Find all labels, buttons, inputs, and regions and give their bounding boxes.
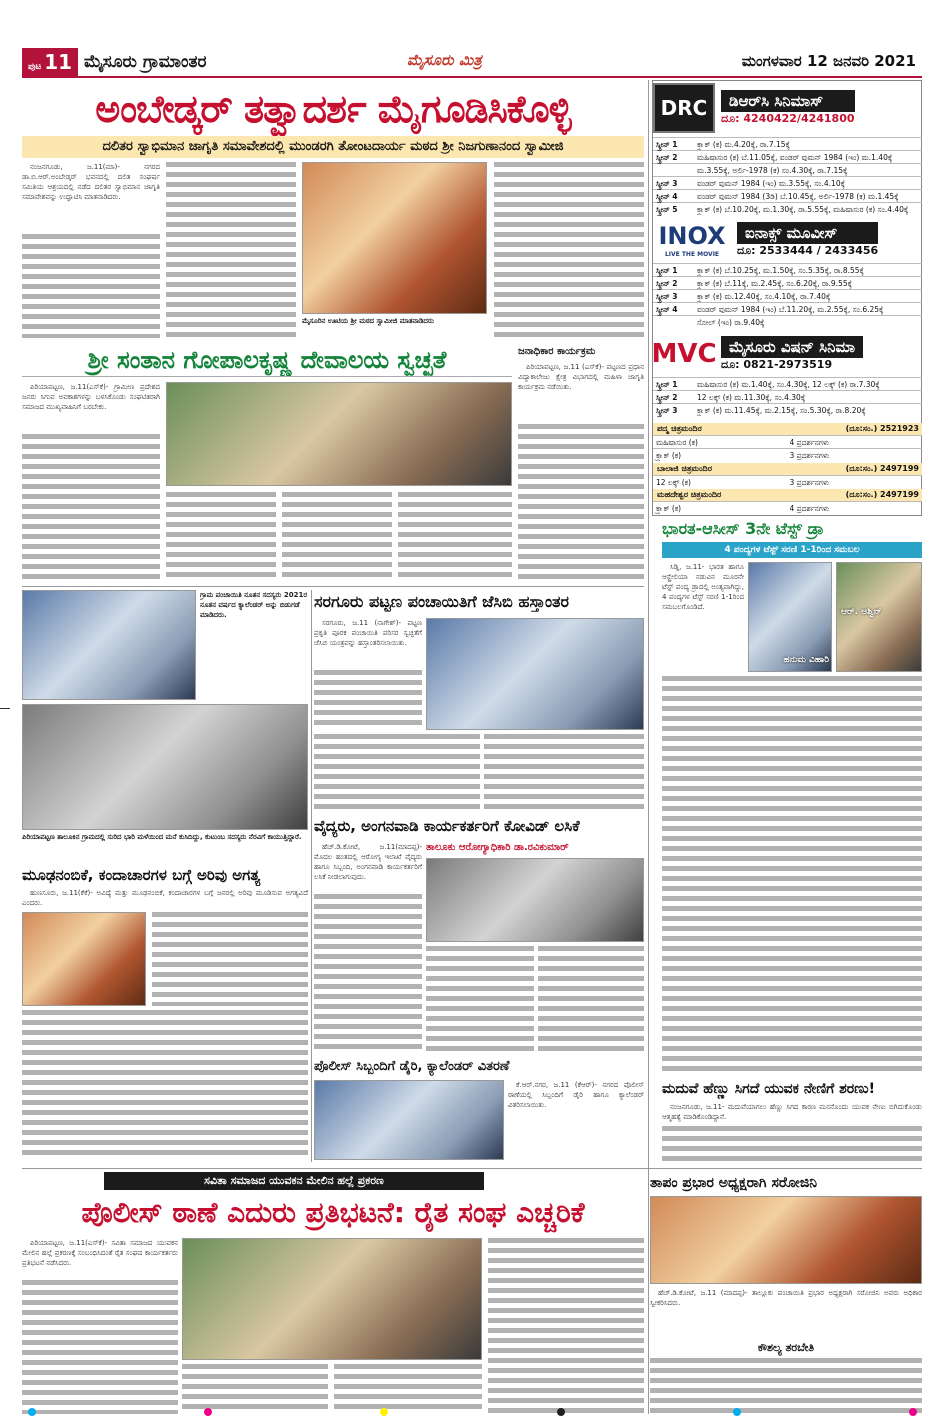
theatre-balaji-list — [653, 475, 922, 488]
lead-body-col1 — [22, 234, 160, 338]
issue-date: ಮಂಗಳವಾರ 12 ಜನವರಿ 2021 — [741, 52, 916, 70]
drc-row: ಸ್ಕ್ರೀನ್ 5 ಕ್ರ್ಯಾಕ್ (ಕ) ಬೆ.10.20ಕ್ಕೆ, ಮ.1.30ಕ್ಕೆ, ರಾ.5.55ಕ್ಕೆ, ಮಹಿಷಾಸುರ (ಕ) ಸಂ.4.40ಕ್ಕೆ — [653, 202, 922, 215]
inox-row: ಸೋಲ್ (ಇಂ) ರಾ.9.40ಕ್ಕೆ — [653, 315, 922, 328]
calendar-photo — [22, 590, 196, 700]
inox-phone: ದೂ: 2533444 / 2433456 — [737, 243, 879, 257]
inox-title-block — [737, 222, 878, 258]
divider — [22, 586, 644, 587]
janajagruti-body — [518, 424, 644, 582]
saroja-headline: ತಾಪಂ ಪ್ರಭಾರ ಅಧ್ಯಕ್ಷರಾಗಿ ಸರೋಜಿನಿ — [650, 1175, 818, 1191]
magenta-mark — [909, 1408, 917, 1416]
theatre-padma-bar: ಪದ್ಮ ಚಿತ್ರಮಂದಿರ (ದೂ:ಸಂ.) 2521923 — [653, 423, 922, 435]
inox-logo-block — [653, 221, 731, 258]
mvc-row: ಸ್ಕ್ರೀನ್ 1 ಮಹಿಷಾಸುರ (ಕ) ಮ.1.40ಕ್ಕೆ, ಸಂ.4.30ಕ್ಕೆ, 12 ಲಕ್ಕ್ (ಕ) ರಾ.7.30ಕ್ಕೆ — [653, 377, 922, 390]
temple-body-col4 — [398, 492, 512, 582]
lead-dateline: ನಂಜನಗೂಡು, ಜ.11(ಮಾ)- ನಗರದ ಡಾ.ಬಿ.ಆರ್.ಅಂಬೇಡ್ಕರ್ ಭವನದಲ್ಲಿ ದಲಿತ ಸಂಘರ್ಷ ಸಮಿತಿಯ ಆಶ್ರಯದಲ್ಲಿ ನಡೆದ ದಲಿತರ ಸ್ವಾಭಿಮಾನ ಜಾಗೃತಿ ಸಮಾವೇಶವನ್ನು ಉದ್ಘಾಟಿಸಿ ಮಾತನಾಡಿದರು. — [22, 163, 160, 201]
skill-training-kicker: ಕೌಶಲ್ಯ ತರಬೇತಿ — [757, 1341, 815, 1354]
theatre-mahadeshwara-list — [653, 501, 922, 514]
vaccine-body-col1 — [314, 894, 422, 1052]
janajagruti-dateline: ಪಿರಿಯಾಪಟ್ಟಣ, ಜ.11 (ಎಸ್‌ಕೆ)- ಪಟ್ಟಣದ ಪ್ರಧಾನ ವಿದ್ಯಾಕಾಲೇಜು ಕ್ಷೇತ್ರ ವಿಭಾಗದಲ್ಲಿ ಮಹಿಳಾ ಜಾಗೃತಿ ಕಾರ್ಯಕ್ರಮ ನಡೆಯಿತು. — [518, 363, 644, 391]
registration-mark — [0, 708, 10, 709]
temple-body-col3 — [282, 492, 392, 582]
skill-training-body — [650, 1358, 922, 1414]
inox-logo: INOX — [658, 222, 726, 250]
jcb-dateline: ಸರಗೂರು, ಜ.11 (ನಾಗೇಶ್)- ಪಟ್ಟಣ ಪ್ರಕೃತಿ ಪೂರಕ ಪಂಚಾಯಿತಿ ಪರಿಸರ ಸ್ವಚ್ಛತೆಗೆ ಜೆಸಿಬಿ ಯಂತ್ರವನ್ನು ಹಸ್ತಾಂತರಿಸಲಾಯಿತು. — [314, 619, 422, 647]
spacer — [650, 1056, 656, 1057]
theatre-row: ಮಹಿಷಾಸುರ (ಕ) 4 ಪ್ರದರ್ಶನಗಳು — [653, 435, 922, 448]
drc-header — [653, 83, 922, 133]
police-diary-body — [508, 1080, 644, 1160]
temple-dateline: ಪಿರಿಯಾಪಟ್ಟಣ, ಜ.11(ಎಸ್‌ಕೆ)- ಗ್ರಾಮೀಣ ಪ್ರದೇಶದ ಜನರು ಸಿಗುವ ಅವಕಾಶಗಳನ್ನು ಬಳಸಿಕೊಂಡು ಸಂಘಟಿತರಾಗಿ ಸಮಾಜದ ಮುಖ್ಯವಾಹಿನಿಗೆ ಬರಬೇಕು. — [22, 383, 160, 411]
page-number-box — [22, 48, 78, 76]
mvc-row: ಸ್ಕ್ರೀನ್ 2 12 ಲಕ್ಕ್ (ಕ) ಮ.11.30ಕ್ಕೆ, ಸಂ.4.30ಕ್ಕೆ — [653, 390, 922, 403]
jcb-headline: ಸರಗೂರು ಪಟ್ಟಣ ಪಂಚಾಯಿತಿಗೆ ಜೆಸಿಬಿ ಹಸ್ತಾಂತರ — [314, 592, 570, 611]
print-colour-marks — [0, 1408, 945, 1418]
inox-row: ಸ್ಕ್ರೀನ್ 1 ಕ್ರ್ಯಾಕ್ (ಕ) ಬೆ.10.25ಕ್ಕೆ, ಮ.1.50ಕ್ಕೆ, ಸಂ.5.35ಕ್ಕೆ, ರಾ.8.55ಕ್ಕೆ — [653, 263, 922, 276]
drc-row: ಸ್ಕ್ರೀನ್ 1 ಕ್ರ್ಯಾಕ್ (ಕ) ಮ.4.20ಕ್ಕೆ, ರಾ.7.15ಕ್ಕೆ — [653, 137, 922, 150]
column-rule — [648, 80, 649, 1414]
wedding-body-dateline — [662, 1102, 922, 1124]
drc-row: ಸ್ಕ್ರೀನ್ 4 ವಂಡರ್ ವುಮನ್ 1984 (3ಡಿ) ಬೆ.10.45ಕ್ಕೆ, ಅರ್ಲಿ-1978 (ಕ) ಮ.1.45ಕ್ಕೆ — [653, 189, 922, 202]
superstition-body-dateline — [22, 888, 308, 910]
section-title: ಮೈಸೂರು ಗ್ರಾಮಾಂತರ — [84, 52, 207, 72]
lead-body-col3 — [494, 162, 644, 338]
jcb-body-col1 — [314, 670, 422, 730]
theatre-row: ಕ್ರ್ಯಾಕ್ (ಕ) 4 ಪ್ರದರ್ಶನಗಳು — [653, 501, 922, 514]
drc-row: ಮ.3.55ಕ್ಕೆ, ಅರ್ಲಿ-1978 (ಕ) ಸಂ.4.30ಕ್ಕೆ, ರಾ.7.15ಕ್ಕೆ — [653, 163, 922, 176]
magenta-mark — [204, 1408, 212, 1416]
drc-title-block — [721, 90, 855, 126]
cricket-body-dateline — [662, 562, 744, 652]
theatre-balaji-bar: ಬಾಲಾಜಿ ಚಿತ್ರಮಂದಿರ (ದೂ:ಸಂ.) 2497199 — [653, 463, 922, 475]
protest-body-col3 — [334, 1364, 482, 1414]
inox-header — [653, 221, 922, 258]
temple-headline: ಶ್ರೀ ಸಂತಾನ ಗೋಪಾಲಕೃಷ್ಣ ದೇವಾಲಯ ಸ್ವಚ್ಛತೆ — [22, 343, 512, 377]
drc-logo: DRC — [653, 83, 715, 133]
police-diary-dateline: ಕೆ.ಆರ್.ನಗರ, ಜ.11 (ಕೆಆರ್)- ನಗರದ ಪೊಲೀಸ್ ಠಾಣೆಯಲ್ಲಿ ಸಿಬ್ಬಂದಿಗೆ ಡೈರಿ ಹಾಗೂ ಕ್ಯಾಲೆಂಡರ್ ವಿತರಿಸಲಾಯಿತು. — [508, 1081, 644, 1109]
jcb-body-dateline — [314, 618, 422, 668]
protest-photo — [182, 1238, 482, 1360]
cricket-subhead: 4 ಪಂದ್ಯಗಳ ಟೆಸ್ಟ್ ಸರಣಿ 1-1ರಿಂದ ಸಮಬಲ — [662, 542, 922, 558]
mvc-phone: ದೂ: 0821-2973519 — [721, 358, 833, 371]
drc-schedule — [653, 137, 922, 215]
mvc-logo: MVC — [651, 339, 717, 369]
newspaper-page — [22, 48, 922, 1416]
protest-body-col1 — [22, 1280, 178, 1414]
lead-body-dateline — [22, 162, 160, 232]
jcb-photo — [426, 618, 644, 730]
janajagruti-body-dateline — [518, 362, 644, 422]
superstition-photo — [22, 912, 146, 1006]
cricket-photo-2-label: ಆರ್. ಅಶ್ವಿನ್ — [841, 607, 882, 617]
cricket-body — [662, 676, 922, 1076]
house-photo — [22, 704, 308, 830]
drc-row: ಸ್ಕ್ರೀನ್ 3 ವಂಡರ್ ವುಮನ್ 1984 (ಇಂ) ಮ.3.55ಕ್ಕೆ, ಸಂ.4.10ಕ್ಕೆ — [653, 176, 922, 189]
calendar-caption: ಗ್ರಾಮ ಪಂಚಾಯಿತಿ ನೂತನ ಸದಸ್ಯರು 2021ರ ನೂತನ ವರ್ಷದ ಕ್ಯಾಲೆಂಡರ್ ಅನ್ನು ಬಿಡುಗಡೆ ಮಾಡಿದರು. — [200, 591, 308, 619]
wedding-dateline: ನಂಜನಗೂಡು, ಜ.11- ಮದುವೆಯಾಗಲು ಹೆಣ್ಣು ಸಿಗದ ಕಾರಣ ಮನನೊಂದು ಯುವಕ ನೇಣು ಬಿಗಿದುಕೊಂಡು ಆತ್ಮಹತ್ಯೆ ಮಾಡಿಕೊಂಡಿದ್ದಾನೆ. — [662, 1103, 922, 1121]
drc-title: ಡಿಆರ್‌ಸಿ ಸಿನಿಮಾಸ್ — [721, 90, 855, 112]
protest-banner: ಸವಿತಾ ಸಮಾಜದ ಯುವಕನ ಮೇಲಿನ ಹಲ್ಲೆ ಪ್ರಕರಣ — [104, 1172, 484, 1190]
drc-phone: ದೂ: 4240422/4241800 — [721, 112, 855, 125]
mvc-row: ಸ್ಕ್ರೀನ್ 3 ಕ್ರ್ಯಾಕ್ (ಕ) ಮ.11.45ಕ್ಕೆ, ಮ.2.15ಕ್ಕೆ, ಸಂ.5.30ಕ್ಕೆ, ರಾ.8.20ಕ್ಕೆ — [653, 403, 922, 416]
superstition-body-col2 — [22, 1010, 308, 1160]
lead-photo — [302, 162, 487, 314]
superstition-headline: ಮೂಢನಂಬಿಕೆ, ಕಂದಾಚಾರಗಳ ಬಗ್ಗೆ ಅರಿವು ಅಗತ್ಯ — [22, 866, 261, 884]
protest-body-col2 — [182, 1364, 328, 1414]
saroja-body — [650, 1288, 922, 1338]
lead-photo-caption: ಮೈಸೂರಿನ ಊಟಿಯ ಶ್ರೀ ಮಠದ ಸ್ವಾಮೀಜಿ ಮಾತನಾಡಿದರು — [302, 317, 434, 325]
page-number: 11 — [44, 50, 73, 74]
vaccine-kicker: ತಾಲೂಕು ಆರೋಗ್ಯಾಧಿಕಾರಿ ಡಾ.ರವಿಕುಮಾರ್ — [426, 842, 569, 853]
cricket-photo-1-label: ಹನುಮ ವಿಹಾರಿ — [783, 655, 829, 665]
mvc-schedule — [653, 377, 922, 416]
page-label: ಪುಟ — [28, 62, 42, 72]
protest-headline: ಪೊಲೀಸ್ ಠಾಣೆ ಎದುರು ಪ್ರತಿಭಟನೆ: ರೈತ ಸಂಘ ಎಚ್ಚರಿಕೆ — [81, 1196, 585, 1229]
vaccine-body-col3 — [538, 946, 644, 1052]
column-rule — [311, 590, 312, 1162]
vaccine-body-col2 — [426, 946, 534, 1052]
jcb-body-col3 — [484, 734, 644, 810]
protest-body-dateline — [22, 1238, 178, 1278]
vaccine-body-dateline — [314, 842, 422, 892]
cricket-photo-1 — [748, 562, 832, 672]
divider — [22, 1168, 922, 1169]
inox-title: ಐನಾಕ್ಸ್ ಮೂವೀಸ್ — [737, 222, 878, 244]
temple-photo — [166, 382, 512, 486]
vaccine-photo — [426, 858, 644, 942]
drc-row: ಸ್ಕ್ರೀನ್ 2 ಮಹಿಷಾಸುರ (ಕ) ಬೆ.11.05ಕ್ಕೆ, ವಂಡರ್ ವುಮನ್ 1984 (ಇಂ) ಮ.1.40ಕ್ಕೆ — [653, 150, 922, 163]
theatre-row: 12 ಲಕ್ಕ್ (ಕ) 3 ಪ್ರದರ್ಶನಗಳು — [653, 475, 922, 488]
black-mark — [557, 1408, 565, 1416]
masthead — [22, 48, 922, 78]
theatre-row: ಕ್ರ್ಯಾಕ್ (ಕ) 3 ಪ್ರದರ್ಶನಗಳು — [653, 448, 922, 461]
cyan-mark — [733, 1408, 741, 1416]
temple-body-dateline — [22, 382, 160, 432]
police-diary-headline: ಪೊಲೀಸ್ ಸಿಬ್ಬಂದಿಗೆ ಡೈರಿ, ಕ್ಯಾಲೆಂಡರ್ ವಿತರಣೆ — [314, 1059, 510, 1074]
police-diary-photo — [314, 1080, 504, 1160]
inox-row: ಸ್ಕ್ರೀನ್ 2 ಕ್ರ್ಯಾಕ್ (ಕ) ಬೆ.11ಕ್ಕೆ, ಮ.2.45ಕ್ಕೆ, ಸಂ.6.20ಕ್ಕೆ, ರಾ.9.55ಕ್ಕೆ — [653, 276, 922, 289]
mvc-title: ಮೈಸೂರು ವಿಷನ್ ಸಿನಿಮಾ — [721, 336, 863, 358]
inox-row: ಸ್ಕ್ರೀನ್ 3 ಕ್ರ್ಯಾಕ್ (ಕ) ಮ.12.40ಕ್ಕೆ, ಸಂ.4.10ಕ್ಕೆ, ರಾ.7.40ಕ್ಕೆ — [653, 289, 922, 302]
cricket-dateline: ಸಿಡ್ನಿ, ಜ.11- ಭಾರತ ಹಾಗೂ ಆಸ್ಟ್ರೇಲಿಯಾ ನಡುವಿನ ಮೂರನೇ ಟೆಸ್ಟ್ ಪಂದ್ಯ ಡ್ರಾದಲ್ಲಿ ಅಂತ್ಯವಾಗಿದ್ದು, 4 ಪಂದ್ಯಗಳ ಟೆಸ್ಟ್ ಸರಣಿ 1-1ರಿಂದ ಸಮಬಲಗೊಂಡಿದೆ. — [662, 563, 744, 611]
mvc-header — [653, 335, 922, 373]
vaccine-headline: ವೈದ್ಯರು, ಅಂಗನವಾಡಿ ಕಾರ್ಯಕರ್ತರಿಗೆ ಕೋವಿಡ್ ಲಸಿಕೆ — [314, 817, 580, 835]
janajagruti-kicker: ಜನಾಧಿಕಾರ ಕಾರ್ಯಕ್ರಮ — [518, 346, 596, 357]
paper-name: ಮೈಸೂರು ಮಿತ್ರ — [407, 51, 482, 69]
cricket-photo-2 — [836, 562, 922, 672]
inox-row: ಸ್ಕ್ರೀನ್ 4 ವಂಡರ್ ವುಮನ್ 1984 (ಇಂ) ಬೆ.11.20ಕ್ಕೆ, ಮ.2.55ಕ್ಕೆ, ಸಂ.6.25ಕ್ಕೆ — [653, 302, 922, 315]
protest-dateline: ಪಿರಿಯಾಪಟ್ಟಣ, ಜ.11(ಎಸ್‌ಕೆ)- ಸವಿತಾ ಸಮಾಜದ ಯುವಕನ ಮೇಲಿನ ಹಲ್ಲೆ ಪ್ರಕರಣಕ್ಕೆ ಸಂಬಂಧಿಸಿದಂತೆ ರೈತ ಸಂಘದ ಕಾರ್ಯಕರ್ತರು ಪ್ರತಿಭಟನೆ ನಡೆಸಿದರು. — [22, 1239, 178, 1267]
superstition-dateline: ಹುಣಸೂರು, ಜ.11(ಕೆಕೆ)- ಅವಿದ್ಯೆ ಮತ್ತು ಮೂಢನಂಬಿಕೆ, ಕಂದಾಚಾರಗಳ ಬಗ್ಗೆ ಜನರಲ್ಲಿ ಅರಿವು ಮೂಡಿಸುವ ಅಗತ್ಯವಿದೆ ಎಂದರು. — [22, 889, 308, 907]
vaccine-dateline: ಹೆಚ್.ಡಿ.ಕೋಟೆ, ಜ.11(ಮಾದಪ್ಪ)- ಮೊದಲ ಹಂತದಲ್ಲಿ ಆರೋಗ್ಯ ಇಲಾಖೆ ವೈದ್ಯರು ಹಾಗೂ ಸಿಬ್ಬಂದಿ, ಅಂಗನವಾಡಿ ಕಾರ್ಯಕರ್ತರಿಗೆ ಲಸಿಕೆ ನೀಡಲಾಗುವುದು. — [314, 843, 422, 881]
jcb-body-col2 — [314, 734, 480, 810]
temple-body-col1 — [22, 434, 160, 582]
wedding-headline: ಮದುವೆ ಹೆಣ್ಣು ಸಿಗದೆ ಯುವಕ ನೇಣಿಗೆ ಶರಣು! — [662, 1081, 875, 1097]
inox-schedule — [653, 263, 922, 328]
house-caption: ಪಿರಿಯಾಪಟ್ಟಣ ತಾಲೂಕಿನ ಗ್ರಾಮದಲ್ಲಿ ಸುರಿದ ಭಾರಿ ಮಳೆಯಿಂದ ಮನೆ ಕುಸಿದಿದ್ದು, ಕುಟುಂಬ ಸದಸ್ಯರು ನೆರವಿಗೆ ಕಾಯುತ್ತಿದ್ದಾರೆ. — [22, 833, 302, 841]
protest-body-col4 — [488, 1238, 644, 1414]
superstition-body-col1 — [152, 912, 308, 1006]
saroja-photo — [650, 1196, 922, 1284]
theatre-mahadeshwara-bar: ಮಹದೇಶ್ವರ ಚಿತ್ರಮಂದಿರ (ದೂ:ಸಂ.) 2497199 — [653, 489, 922, 501]
theatre-padma-list — [653, 435, 922, 461]
lead-subhead: ದಲಿತರ ಸ್ವಾಭಿಮಾನ ಜಾಗೃತಿ ಸಮಾವೇಶದಲ್ಲಿ ಮುಂಡರಗಿ ತೋಂಟದಾರ್ಯ ಮಠದ ಶ್ರೀ ನಿಜಗುಣಾನಂದ ಸ್ವಾಮೀಜಿ — [22, 136, 644, 158]
temple-body-col2 — [166, 492, 276, 582]
inox-tagline: LIVE THE MOVIE — [664, 251, 720, 258]
cyan-mark — [28, 1408, 36, 1416]
wedding-body — [662, 1126, 922, 1166]
yellow-mark — [380, 1408, 388, 1416]
saroja-dateline: ಹೆಚ್.ಡಿ.ಕೋಟೆ, ಜ.11 (ಮಾದಪ್ಪ)- ತಾಲ್ಲೂಕು ಪಂಚಾಯಿತಿ ಪ್ರಭಾರ ಅಧ್ಯಕ್ಷರಾಗಿ ಸರೋಜಿನಿ ಅವರು ಅಧಿಕಾರ ಸ್ವೀಕರಿಸಿದರು. — [650, 1289, 922, 1307]
lead-headline: ಅಂಬೇಡ್ಕರ್ ತತ್ವಾದರ್ಶ ಮೈಗೂಡಿಸಿಕೊಳ್ಳಿ — [95, 87, 571, 131]
cricket-headline: ಭಾರತ-ಆಸೀಸ್ 3ನೇ ಟೆಸ್ಟ್ ಡ್ರಾ — [662, 519, 824, 538]
mvc-title-block — [721, 336, 863, 372]
cinema-listings — [652, 80, 922, 516]
lead-body-col2 — [166, 162, 296, 338]
